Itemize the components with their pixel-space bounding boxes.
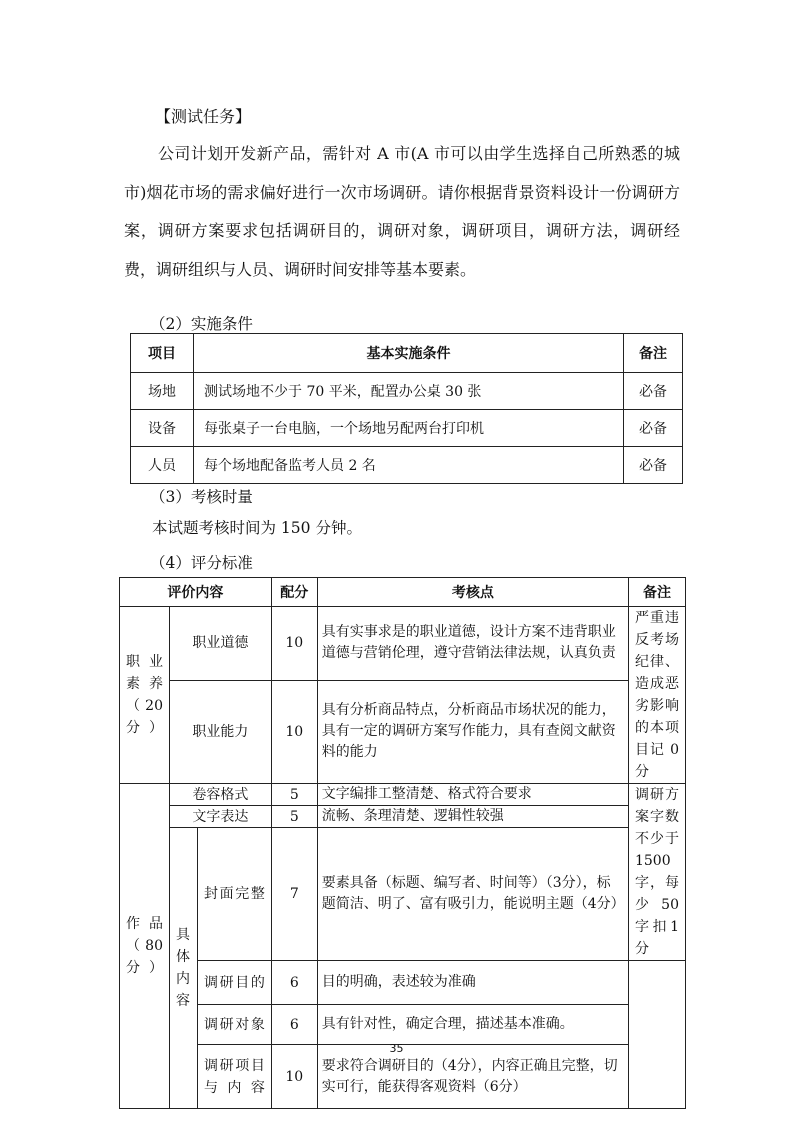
- row-score: 10: [271, 1045, 317, 1109]
- task-paragraph: 公司计划开发新产品，需针对 A 市(A 市可以由学生选择自己所熟悉的城市)烟花市场的需求偏好进行一次市场调研。请你根据背景资料设计一份调研方案，调研方案要求包括调研目的，调研对象，调研项目，调研方法，调研经费，调研组织与人员、调研时间安排等基本要素。: [124, 144, 680, 279]
- table-row: [120, 680, 686, 783]
- row-item: 封面完整: [197, 828, 271, 961]
- sub-content-label: 具体内容: [169, 828, 197, 1109]
- row-point: 具有实事求是的职业道德，设计方案不违背职业道德与营销伦理，遵守营销法律法规，认真负责: [317, 607, 628, 681]
- row-item: 调研对象: [197, 1005, 271, 1045]
- row-point: 要求符合调研目的（4分），内容正确且完整，切实可行，能获得客观资料（6分）: [317, 1045, 628, 1109]
- table-row: [120, 806, 686, 828]
- table-row: [131, 447, 683, 484]
- table-row: [120, 828, 686, 961]
- row-score: 5: [271, 784, 317, 806]
- row-point: 文字编排工整清楚、格式符合要求: [317, 784, 628, 806]
- row-point: 具有分析商品特点，分析商品市场状况的能力，具有一定的调研方案写作能力，具有查阅文献资料的能力: [317, 680, 628, 783]
- header-condition: 基本实施条件: [194, 334, 624, 373]
- row-score: 6: [271, 961, 317, 1005]
- section-2-title: （2）实施条件: [150, 315, 253, 333]
- row-item: 职业能力: [169, 680, 271, 783]
- row-item: 场地: [131, 373, 194, 410]
- header-note: 备注: [628, 578, 685, 607]
- duration-text: 本试题考核时间为 150 分钟。: [152, 519, 362, 537]
- row-item: 职业道德: [169, 607, 271, 681]
- row-point: 流畅、条理清楚、逻辑性较强: [317, 806, 628, 828]
- row-score: 10: [271, 607, 317, 681]
- row-note: 必备: [624, 373, 683, 410]
- empty-note-cell: [628, 961, 685, 1109]
- task-heading: 【测试任务】: [155, 107, 252, 126]
- table-row: [131, 373, 683, 410]
- section-4-title: （4）评分标准: [150, 554, 253, 572]
- header-content: 评价内容: [120, 578, 272, 607]
- group-work-note: 调研方案字数不少于1500字，每少 50字扣1分: [628, 784, 685, 961]
- row-condition: 每个场地配备监考人员 2 名: [194, 447, 624, 484]
- header-score: 配分: [271, 578, 317, 607]
- row-condition: 每张桌子一台电脑，一个场地另配两台打印机: [194, 410, 624, 447]
- table-row: [131, 410, 683, 447]
- row-note: 必备: [624, 447, 683, 484]
- row-item: 人员: [131, 447, 194, 484]
- row-point: 具有针对性，确定合理，描述基本准确。: [317, 1005, 628, 1045]
- row-note: 必备: [624, 410, 683, 447]
- scoring-header-row: [120, 578, 686, 607]
- row-item: 调研项目与内容: [197, 1045, 271, 1109]
- group-work-label: 作品（80分）: [120, 784, 170, 1109]
- section-3-title: （3）考核时量: [150, 488, 253, 506]
- row-score: 7: [271, 828, 317, 961]
- row-score: 10: [271, 680, 317, 783]
- table-row: [120, 784, 686, 806]
- row-point: 要素具备（标题、编写者、时间等）（3分），标题简洁、明了、富有吸引力，能说明主题（4分）: [317, 828, 628, 961]
- row-point: 目的明确，表述较为准确: [317, 961, 628, 1005]
- row-condition: 测试场地不少于 70 平米，配置办公桌 30 张: [194, 373, 624, 410]
- row-item: 文字表达: [169, 806, 271, 828]
- group-professional-note: 严重违反考场纪律、造成恶劣影响的本项目记 0 分: [628, 607, 685, 784]
- table-row: [120, 607, 686, 681]
- row-score: 5: [271, 806, 317, 828]
- table-row: [120, 1005, 686, 1045]
- row-item: 卷容格式: [169, 784, 271, 806]
- header-point: 考核点: [317, 578, 628, 607]
- scoring-table: [119, 577, 686, 1109]
- page-number: 35: [389, 1042, 404, 1055]
- row-item: 调研目的: [197, 961, 271, 1005]
- header-item: 项目: [131, 334, 194, 373]
- conditions-header-row: [131, 334, 683, 373]
- header-note: 备注: [624, 334, 683, 373]
- row-item: 设备: [131, 410, 194, 447]
- conditions-table: [130, 333, 683, 484]
- group-professional-label: 职业素养（20分）: [120, 607, 170, 784]
- table-row: [120, 961, 686, 1005]
- row-score: 6: [271, 1005, 317, 1045]
